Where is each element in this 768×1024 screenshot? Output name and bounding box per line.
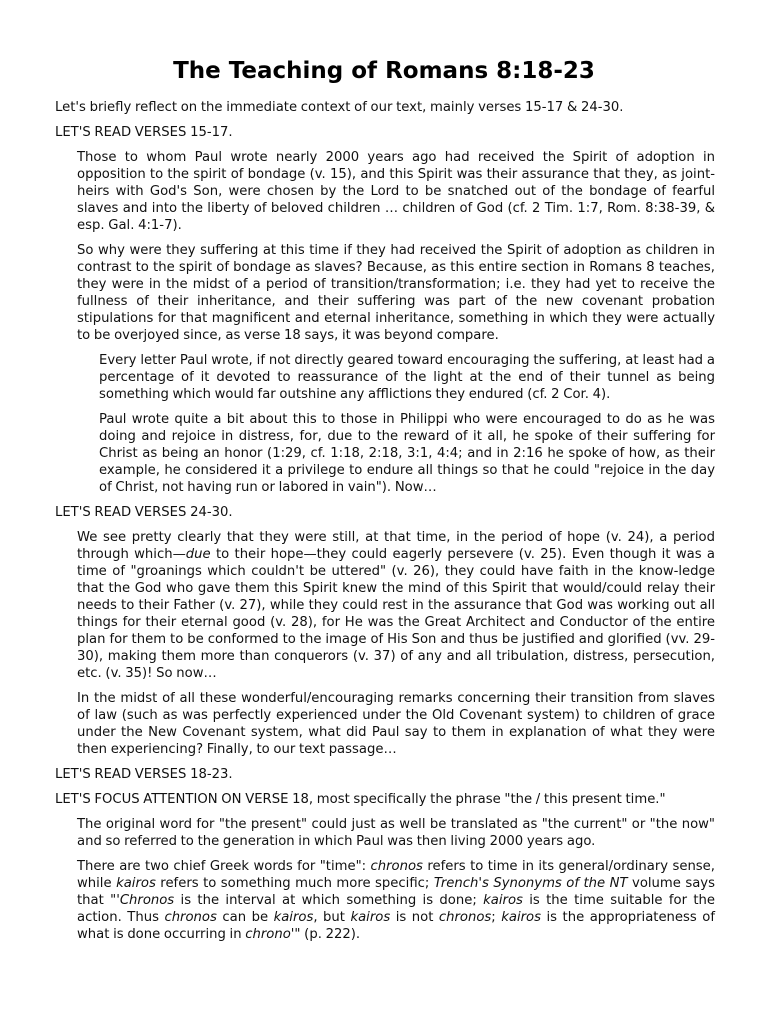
paragraph-period-of-hope <box>77 529 715 682</box>
paragraph-text: to their hope—they could eagerly persevere (v. 25). Even though it was a time of "groanings which couldn't be uttered" (v. 26), they could have faith in the know-ledge that the God who gave them this Spirit knew the mind of this Spirit that would/could relay their needs to their Father (v. 27), while they could rest in the assurance that God was working out all things for their eternal good (v. 28), for He was the Great Architect and Conductor of the entire plan for them to be conformed to the image of His Son and thus be justified and glorified (vv. 29-30), making them more than conquerors (v. 37) of any and all tribulation, distress, persecution, etc. (v. 35)! So now… <box>77 547 715 681</box>
greek-term: chronos <box>370 859 423 874</box>
paragraph-why-suffering: So why were they suffering at this time if they had received the Spirit of adoption as children in contrast to the spirit of bondage as slaves? Because, as this entire section in Romans 8 teaches, they were in the midst of a period of transition/transformation; i.e. they had yet to receive the fullness of their inheritance, and their suffering was part of the new covenant probation stipulations for that magnificent and eternal inheritance, something in which they were actually to be overjoyed since, as verse 18 says, it was beyond compare. <box>77 243 715 343</box>
greek-term: kairos <box>483 893 523 908</box>
paragraph-text: '" (p. 222). <box>290 927 361 942</box>
greek-term: Chronos <box>119 893 175 908</box>
paragraph-text: is the appropriateness of what is done occurring in <box>77 910 715 942</box>
greek-term: kairos <box>116 876 156 891</box>
greek-term: kairos <box>273 910 314 925</box>
emphasis-text: due <box>185 547 211 562</box>
greek-term: kairos <box>350 910 391 925</box>
greek-term: chronos <box>164 910 217 925</box>
section-heading-focus-verse-18: LET'S FOCUS ATTENTION ON VERSE 18, most specifically the phrase "the / this present time." <box>55 792 666 807</box>
section-heading-verses-18-23: LET'S READ VERSES 18-23. <box>55 767 233 782</box>
paragraph-text: , but <box>313 910 351 925</box>
section-heading-verses-24-30: LET'S READ VERSES 24-30. <box>55 505 233 520</box>
paragraph-text: can be <box>216 910 274 925</box>
paragraph-the-present: The original word for "the present" could just as well be translated as "the current" or "the now" and so referred to the generation in which Paul was then living 2000 years ago. <box>77 817 715 849</box>
paragraph-text: is the time suitable for the action. Thus <box>77 893 716 925</box>
paragraph-text: We see pretty clearly that they were still, at that time, in the period of hope (v. 24), a period through which— <box>77 530 715 562</box>
section-heading-verses-15-17: LET'S READ VERSES 15-17. <box>55 125 233 140</box>
greek-term: chrono <box>245 927 291 942</box>
page-title: The Teaching of Romans 8:18-23 <box>173 58 595 84</box>
paragraph-text: is not <box>390 910 439 925</box>
paragraph-text: ; <box>491 910 502 925</box>
paragraph-every-letter: Every letter Paul wrote, if not directly geared toward encouraging the suffering, at least had a percentage of it devoted to reassurance of the light at the end of their tunnel as being something which would far outshine any afflictions they endured (cf. 2 Cor. 4). <box>99 353 715 402</box>
paragraph-spirit-of-adoption: Those to whom Paul wrote nearly 2000 years ago had received the Spirit of adoption in opposition to the spirit of bondage (v. 15), and this Spirit was their assurance that they, as joint-heirs with God's Son, were chosen by the Lord to be snatched out of the bondage of fearful slaves and into the liberty of beloved children … children of God (cf. 2 Tim. 1:7, Rom. 8:38-39, & esp. Gal. 4:1-7). <box>77 150 715 233</box>
paragraph-philippi: Paul wrote quite a bit about this to those in Philippi who were encouraged to do as he was doing and rejoice in distress, for, due to the reward of it all, he spoke of their suffering for Christ as being an honor (1:29, cf. 1:18, 2:18, 3:1, 4:4; and in 2:16 he spoke of how, as their example, he considered it a privilege to endure all things so that he could "rejoice in the day of Christ, not having run or labored in vain"). Now… <box>99 412 715 495</box>
intro-paragraph: Let's briefly reflect on the immediate context of our text, mainly verses 15-17 & 24-30. <box>55 100 624 115</box>
greek-term: chronos <box>438 910 492 925</box>
paragraph-text: refers to something much more specific; <box>155 876 434 891</box>
paragraph-text: is the interval at which something is done; <box>174 893 484 908</box>
paragraph-text: volume says that "' <box>77 876 715 908</box>
paragraph-greek-words-for-time <box>77 858 715 943</box>
paragraph-text: There are two chief Greek words for "time": <box>77 859 371 874</box>
paragraph-text: refers to time in its general/ordinary sense, while <box>77 859 715 891</box>
greek-term: kairos <box>501 910 541 925</box>
document-body <box>55 99 715 943</box>
book-title: Trench's Synonyms of the NT <box>433 876 628 891</box>
paragraph-in-the-midst: In the midst of all these wonderful/encouraging remarks concerning their transition from slaves of law (such as was perfectly experienced under the Old Covenant system) to children of grace under the New Covenant system, what did Paul say to them in explanation of what they were then experiencing? Finally, to our text passage… <box>77 691 715 757</box>
